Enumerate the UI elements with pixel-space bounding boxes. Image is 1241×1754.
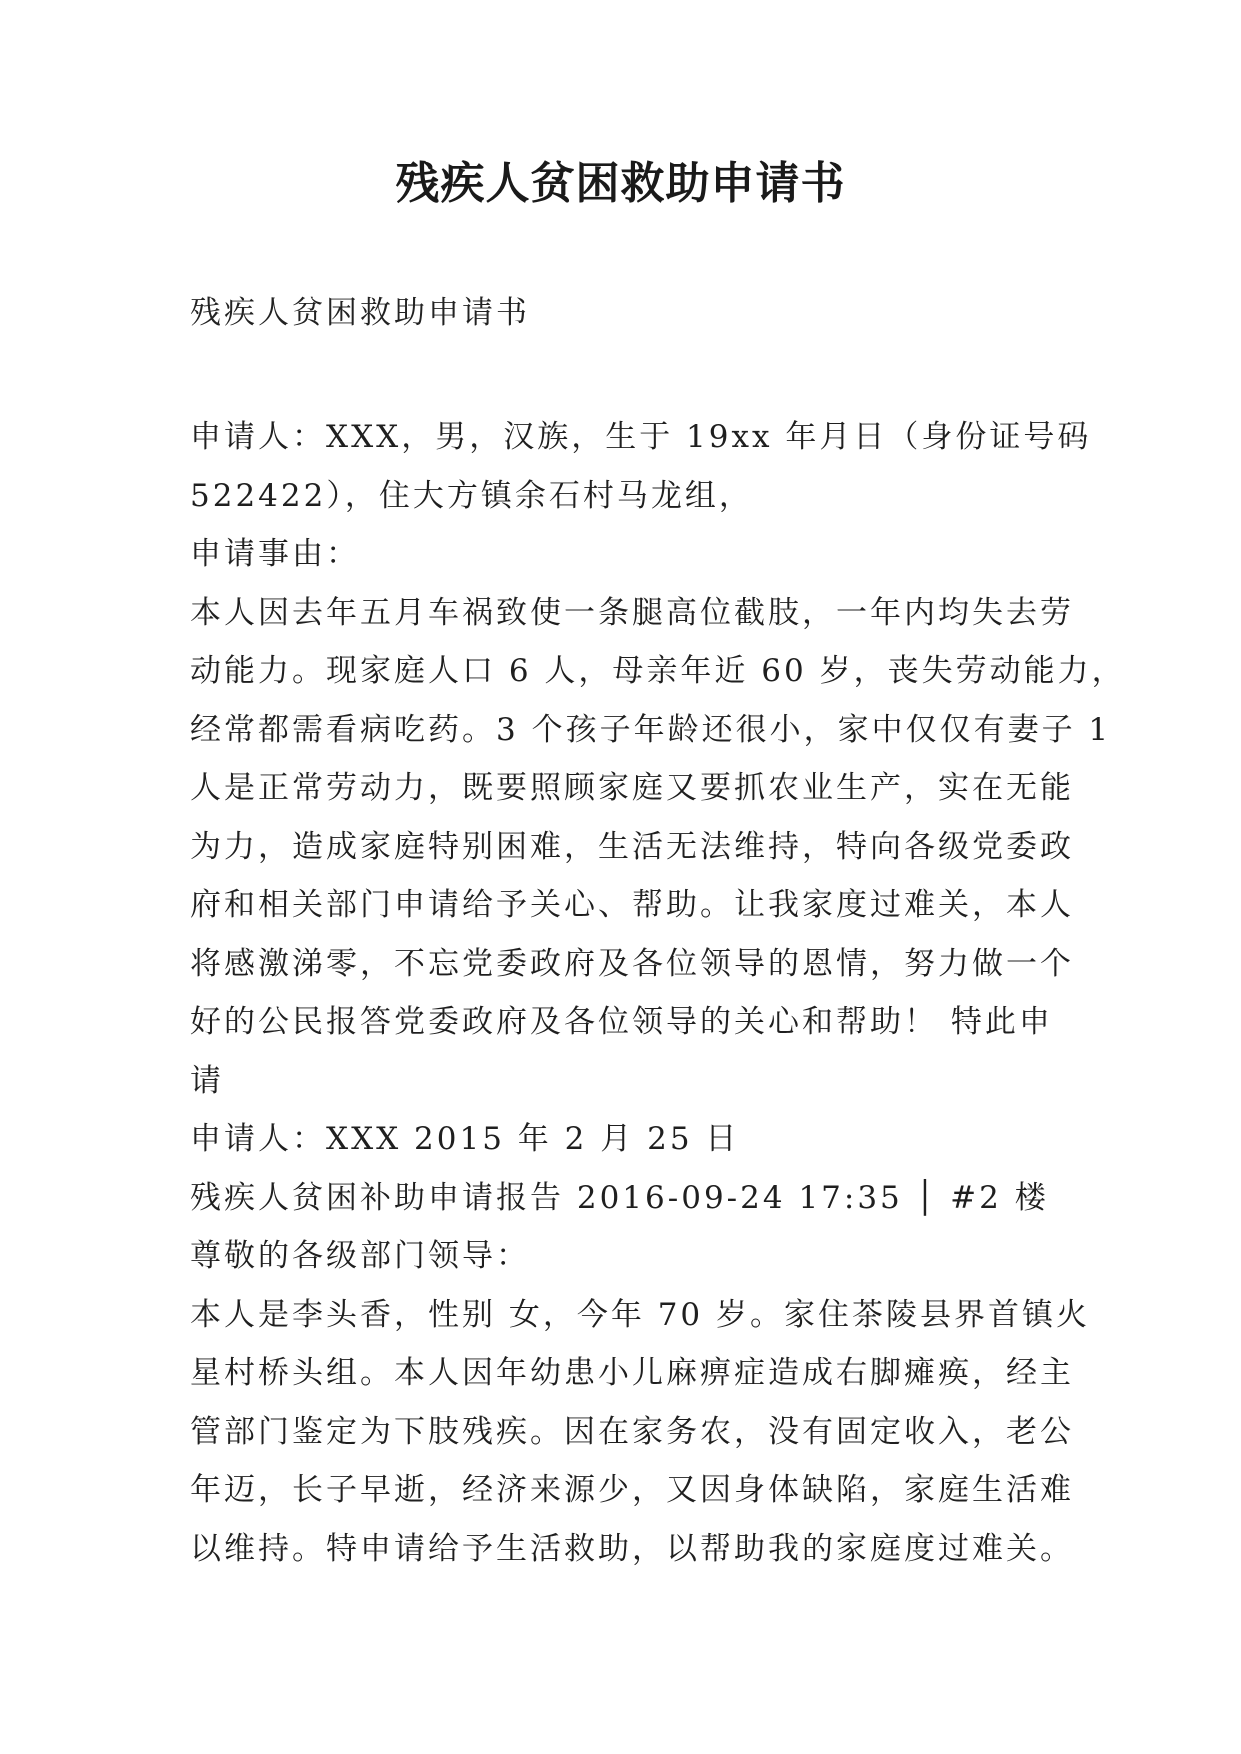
document-title: 残疾人贫困救助申请书 — [395, 158, 846, 209]
body-line: 为力，造成家庭特别困难，生活无法维持，特向各级党委政 — [190, 828, 1074, 865]
body-line: 残疾人贫困补助申请报告 2016-09-24 17:35 │ #2 楼 — [190, 1179, 1049, 1216]
document-body — [190, 408, 1126, 1578]
body-line: 本人因去年五月车祸致使一条腿高位截肢，一年内均失去劳 — [190, 594, 1074, 631]
body-line: 522422），住大方镇余石村马龙组， — [190, 477, 753, 514]
body-line: 好的公民报答党委政府及各位领导的关心和帮助！ 特此申 — [190, 1004, 1053, 1040]
body-line: 年迈，长子早逝，经济来源少，又因身体缺陷，家庭生活难 — [190, 1472, 1074, 1508]
body-line: 动能力。现家庭人口 6 人，母亲年近 60 岁，丧失劳动能力， — [190, 653, 1126, 689]
body-line: 将感激涕零，不忘党委政府及各位领导的恩情，努力做一个 — [190, 945, 1074, 982]
body-line: 星村桥头组。本人因年幼患小儿麻痹症造成右脚瘫痪，经主 — [190, 1355, 1074, 1391]
body-line: 申请人：XXX，男，汉族，生于 19xx 年月日（身份证号码 — [190, 419, 1092, 455]
body-line: 府和相关部门申请给予关心、帮助。让我家度过难关，本人 — [190, 887, 1074, 923]
document-subtitle: 残疾人贫困救助申请书 — [190, 295, 530, 331]
body-line: 管部门鉴定为下肢残疾。因在家务农，没有固定收入，老公 — [190, 1413, 1074, 1450]
body-line: 尊敬的各级部门领导： — [190, 1238, 530, 1274]
body-line: 申请事由： — [190, 536, 360, 572]
body-line: 以维持。特申请给予生活救助，以帮助我的家庭度过难关。 — [190, 1530, 1074, 1567]
body-line: 经常都需看病吃药。3 个孩子年龄还很小，家中仅仅有妻子 1 — [190, 711, 1112, 748]
body-line: 本人是李头香，性别 女，今年 70 岁。家住茶陵县界首镇火 — [190, 1296, 1091, 1333]
body-line: 人是正常劳动力，既要照顾家庭又要抓农业生产，实在无能 — [190, 770, 1074, 806]
body-line: 请 — [190, 1062, 224, 1099]
body-line: 申请人：XXX 2015 年 2 月 25 日 — [190, 1121, 740, 1157]
